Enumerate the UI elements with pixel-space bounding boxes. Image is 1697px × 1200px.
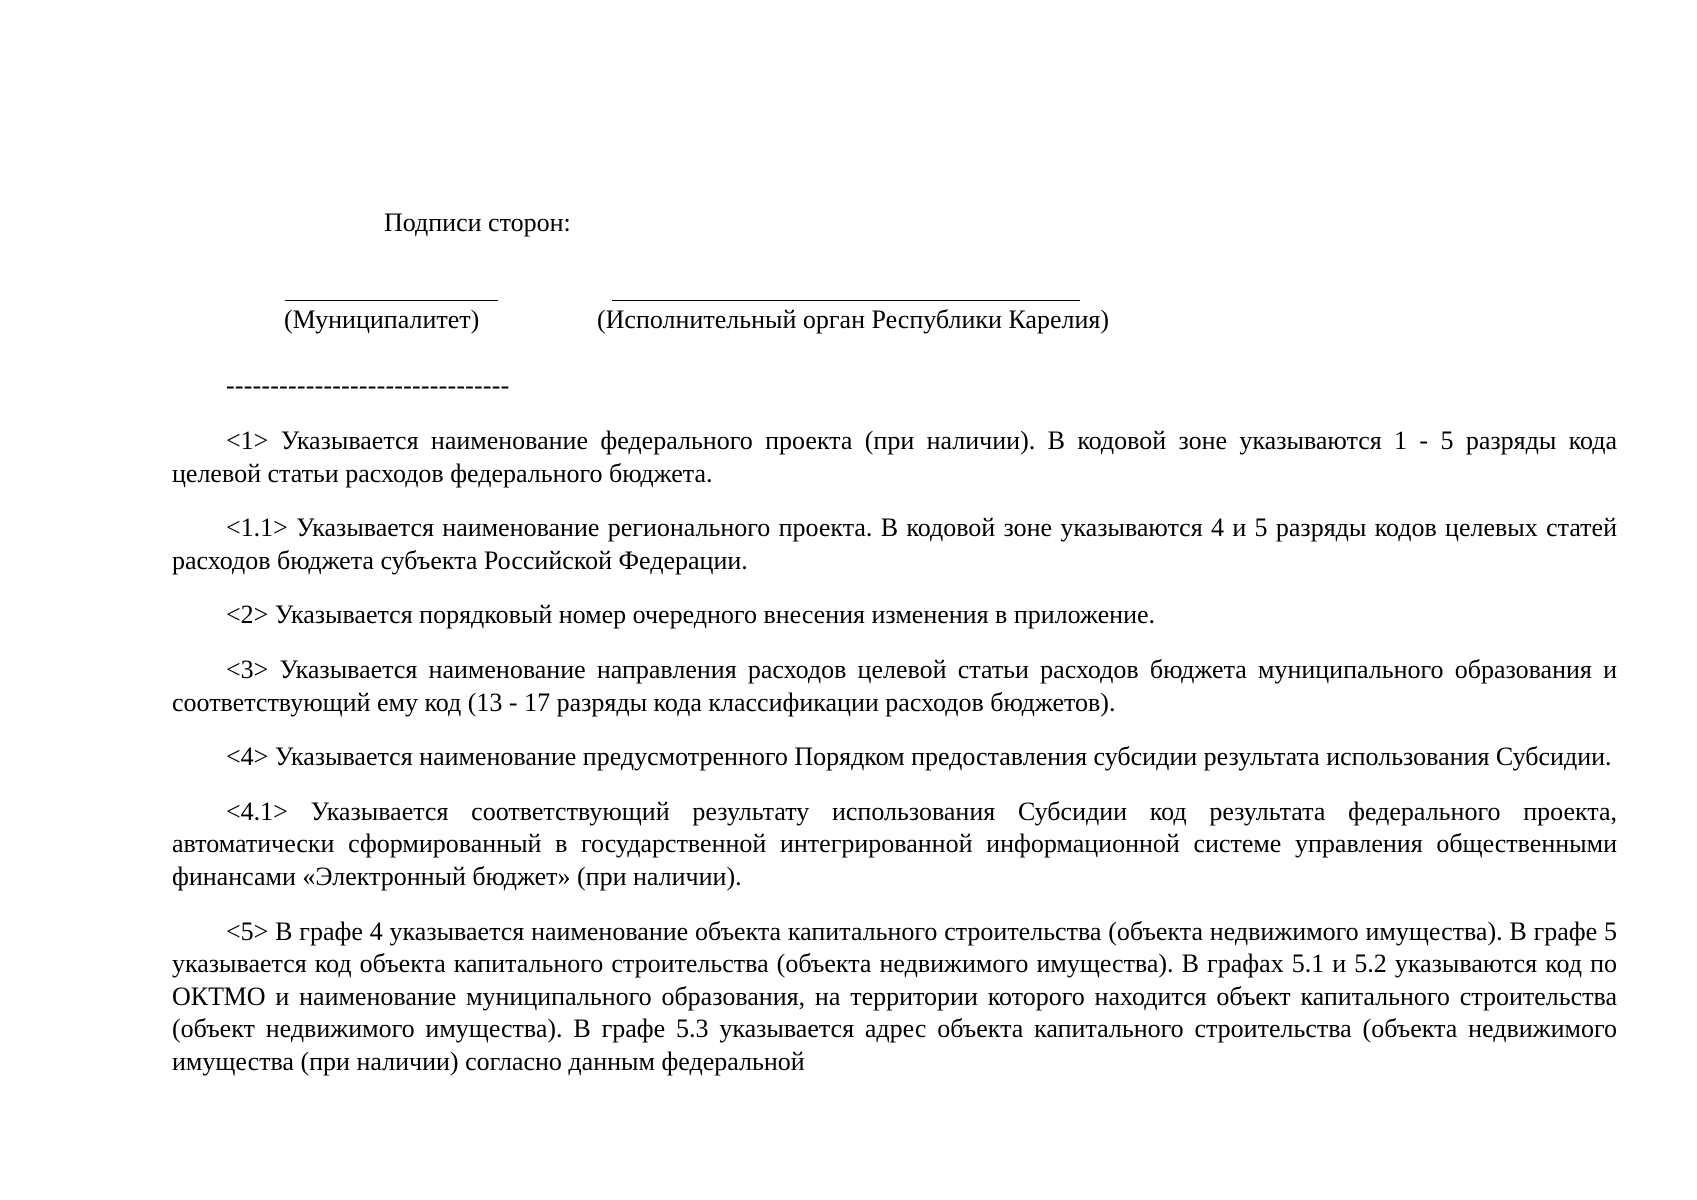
executive-body-signature-line xyxy=(612,300,1080,301)
municipality-signature-line xyxy=(285,300,498,301)
executive-body-signature-label: (Исполнительный орган Республики Карелия) xyxy=(597,305,1110,334)
footnote-separator: -------------------------------- xyxy=(226,371,510,400)
footnote-5: <5> В графе 4 указывается наименование объекта капитального строительства (объекта недвижимого имущества). В графе 5 указывается код объекта капитального строительства (объекта недвижимого имущества). В графах 5.1 и 5.2 указываются код по ОКТМО и наименование муниципального образования, на территории которого находится объект капитального строительства (объект недвижимого имущества). В графе 5.3 указывается адрес объекта капитального строительства (объекта недвижимого имущества (при наличии) согласно данным федеральной xyxy=(172,916,1617,1076)
footnotes-section xyxy=(172,425,1617,1101)
footnote-4-1: <4.1> Указывается соответствующий результату использования Субсидии код результата федерального проекта, автоматически сформированный в государственной интегрированной информационной системе управления общественными финансами «Электронный бюджет» (при наличии). xyxy=(172,796,1617,891)
footnote-1: <1> Указывается наименование федерального проекта (при наличии). В кодовой зоне указываются 1 - 5 разряды кода целевой статьи расходов федерального бюджета. xyxy=(172,426,1617,488)
signatures-title: Подписи сторон: xyxy=(384,208,571,237)
footnote-4: <4> Указывается наименование предусмотренного Порядком предоставления субсидии результата использования Субсидии. xyxy=(226,742,1612,772)
footnote-2: <2> Указывается порядковый номер очередного внесения изменения в приложение. xyxy=(226,600,1156,630)
footnote-1-1: <1.1> Указывается наименование регионального проекта. В кодовой зоне указываются 4 и 5 разряды кодов целевых статей расходов бюджета субъекта Российской Федерации. xyxy=(172,513,1617,575)
footnote-3: <3> Указывается наименование направления расходов целевой статьи расходов бюджета муниципального образования и соответствующий ему код (13 - 17 разряды кода классификации расходов бюджетов). xyxy=(172,654,1617,717)
municipality-signature-label: (Муниципалитет) xyxy=(284,305,480,334)
